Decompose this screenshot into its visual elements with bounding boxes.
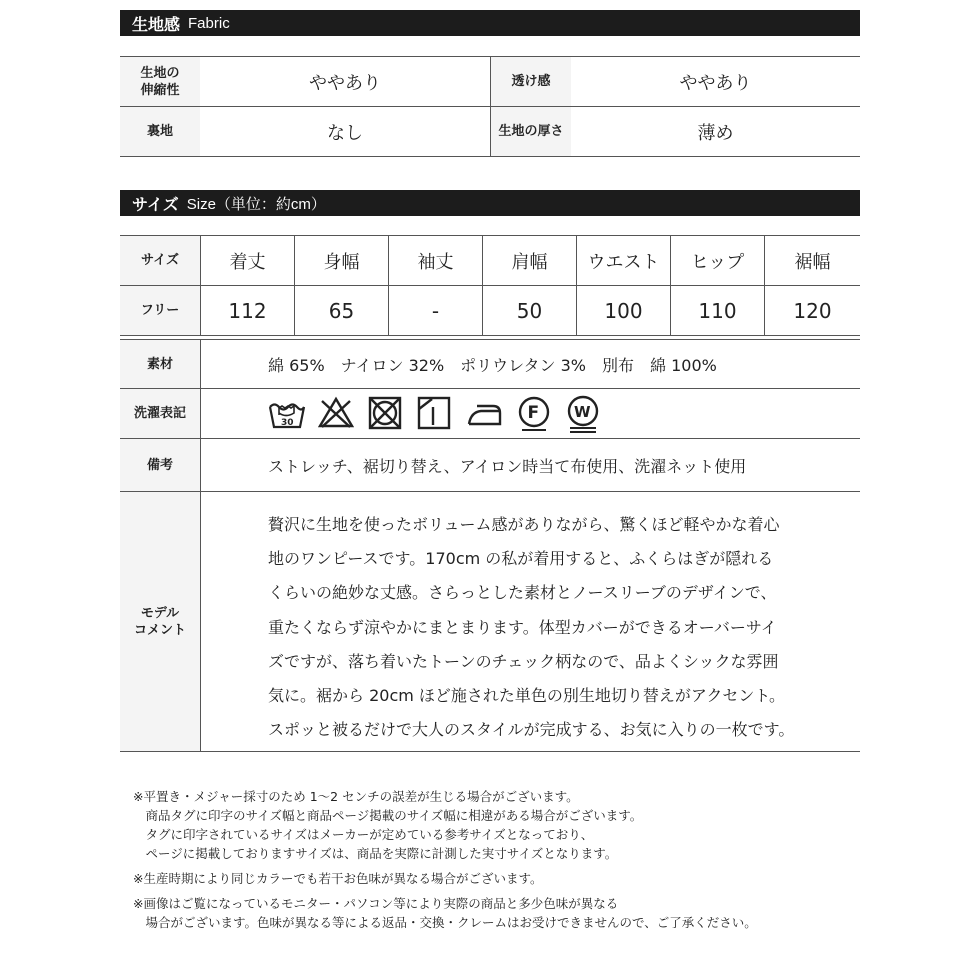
fabric-lining-value: なし (327, 122, 363, 144)
size-value-body-width: 65 (328, 298, 355, 323)
material-label: 素材 (146, 356, 173, 372)
comment-line: スポッと被るだけで大人のスタイルが完成する、お気に入りの一枚です。 (268, 720, 795, 740)
size-heading-ja: サイズ (132, 194, 179, 214)
note-line: タグに印字されているサイズはメーカーが定めている参考サイズとなっており、 (133, 827, 594, 842)
fabric-thickness-value: 薄め (697, 122, 734, 144)
comment-line: 贅沢に生地を使ったボリューム感がありながら、驚くほど軽やかな着心 (268, 515, 780, 534)
fabric-section-header (120, 10, 860, 36)
comment-line: ズですが、落ち着いたトーンのチェック柄なので、品よくシックな雰囲 (268, 651, 779, 671)
fabric-stretch-value: ややあり (309, 72, 381, 94)
note-line: ページに掲載しておりますサイズは、商品を実際に計測した実寸サイズとなります。 (133, 846, 618, 861)
hand-wash-30-icon (268, 395, 306, 431)
svg-text:W: W (574, 403, 591, 421)
notes (133, 787, 757, 932)
size-row-label-header: サイズ (141, 253, 179, 268)
note-line: 商品タグに印字のサイズ幅と商品ページ掲載のサイズ幅に相違がある場合がございます。 (133, 808, 643, 823)
size-value-waist: 100 (604, 298, 643, 323)
size-col-hip: ヒップ (690, 251, 745, 273)
note-line: ※画像はご覧になっているモニター・パソコン等により実際の商品と多少色味が異なる (133, 896, 619, 911)
comment-line: 気に。裾から 20cm ほど施された単色の別生地切り替えがアクセント。 (268, 686, 785, 706)
size-value-length: 112 (228, 298, 267, 323)
material-value: 綿 65% ナイロン 32% ポリウレタン 3% 別布 綿 100% (268, 355, 717, 375)
remarks-label: 備考 (146, 457, 173, 473)
fabric-stretch-label: 生地の 伸縮性 (140, 65, 180, 98)
dry-clean-f-icon (516, 395, 552, 431)
size-col-sleeve: 袖丈 (417, 251, 454, 273)
svg-text:F: F (527, 403, 540, 423)
fabric-sheer-value: ややあり (679, 72, 752, 94)
care-label: 洗濯表記 (133, 406, 186, 421)
size-col-body-width: 身幅 (323, 251, 360, 273)
remarks-value: ストレッチ、裾切り替え、アイロン時当て布使用、洗濯ネット使用 (268, 456, 747, 476)
model-comment-label: モデル コメント (133, 605, 186, 638)
size-value-shoulder: 50 (516, 298, 543, 323)
fabric-heading-en: Fabric (188, 14, 230, 32)
size-col-waist: ウエスト (587, 251, 660, 273)
size-value-hem: 120 (793, 298, 832, 323)
svg-text:30: 30 (281, 418, 294, 428)
no-tumble-dry-icon (367, 395, 403, 431)
size-col-shoulder: 肩幅 (511, 251, 548, 273)
comment-line: 地のワンピースです。170cm の私が着用すると、ふくらはぎが隠れる (268, 549, 774, 569)
fabric-lining-label: 裏地 (146, 124, 173, 139)
model-comment-text (268, 508, 794, 747)
size-col-hem: 裾幅 (794, 251, 831, 273)
note-line: ※平置き・メジャー採寸のため 1〜2 センチの誤差が生じる場合がございます。 (133, 789, 579, 804)
size-value-sleeve: - (431, 298, 440, 323)
size-section-header (120, 190, 860, 216)
size-col-length: 着丈 (229, 251, 266, 273)
comment-line: くらいの絶妙な丈感。さらっとした素材とノースリーブのデザインで、 (268, 583, 777, 603)
fabric-thickness-label: 生地の厚さ (498, 124, 564, 139)
size-row-label: フリー (140, 303, 180, 318)
note-line: 場合がございます。色味が異なる等による返品・交換・クレームはお受けできませんので、ご了承ください。 (133, 915, 757, 930)
wet-clean-gentle-icon (565, 395, 601, 431)
hang-dry-icon (416, 395, 452, 431)
size-heading-en: Size（単位：約cm） (186, 195, 326, 213)
fabric-sheer-label: 透け感 (511, 74, 551, 89)
iron-low-icon (465, 395, 503, 431)
no-bleach-icon (318, 395, 354, 431)
note-line: ※生産時期により同じカラーでも若干お色味が異なる場合がございます。 (133, 871, 543, 886)
size-value-hip: 110 (698, 298, 737, 323)
care-icons (268, 395, 601, 431)
comment-line: 重たくならず涼やかにまとまります。体型カバーができるオーバーサイ (268, 617, 777, 637)
fabric-heading-ja: 生地感 (132, 14, 181, 34)
